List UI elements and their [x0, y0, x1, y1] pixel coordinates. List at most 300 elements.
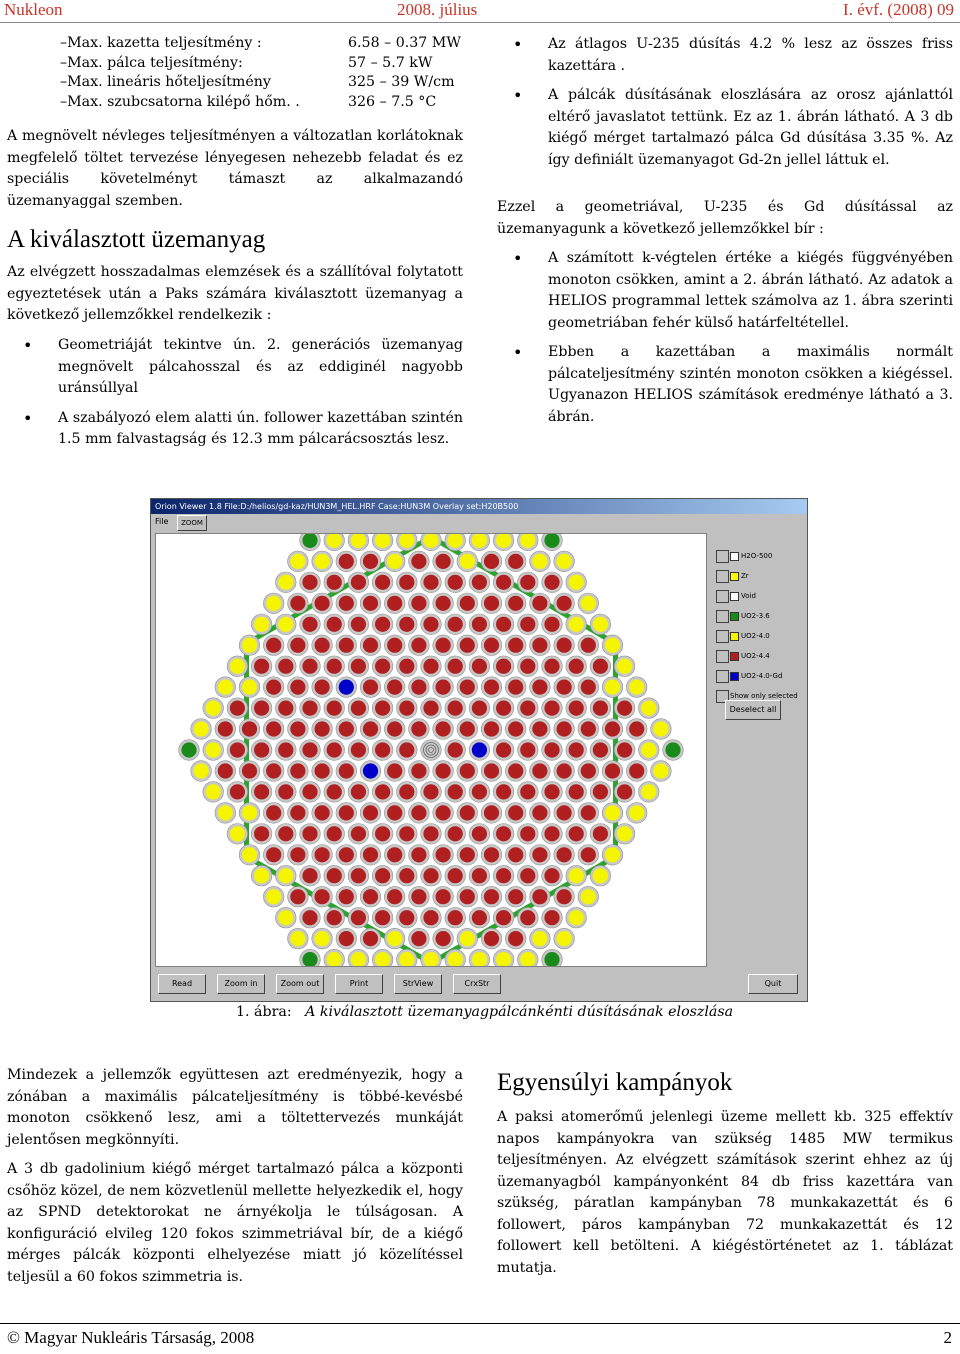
fuel-pin [411, 931, 426, 946]
fuel-pin [266, 596, 281, 611]
fuel-pin [290, 805, 305, 820]
fuel-pin [194, 763, 209, 778]
fuel-pin [520, 659, 535, 674]
fuel-pin [605, 763, 620, 778]
fuel-pin [411, 889, 426, 904]
fuel-pin [581, 763, 596, 778]
fuel-pin [472, 868, 487, 883]
fuel-pin [315, 763, 330, 778]
fuel-pin [266, 721, 281, 736]
fuel-pin [351, 742, 366, 757]
spec-list [60, 34, 461, 112]
fuel-pin [544, 784, 559, 799]
fuel-pin [278, 742, 293, 757]
spec-row [60, 73, 455, 93]
fuel-pin [557, 680, 572, 695]
assembly-plot [155, 533, 707, 967]
fuel-pin [581, 889, 596, 904]
fuel-pin [254, 868, 269, 883]
fuel-pin [460, 554, 475, 569]
fuel-pin [375, 910, 390, 925]
fuel-pin [327, 701, 342, 716]
fuel-pin [411, 554, 426, 569]
fuel-pin [544, 575, 559, 590]
fuel-pin [278, 910, 293, 925]
spec-row [60, 93, 437, 113]
fuel-pin [520, 868, 535, 883]
legend-label: Show only selected [730, 692, 798, 700]
right-bullet-list-2 [497, 248, 953, 436]
fuel-pin [387, 554, 402, 569]
paragraph: Mindezek a jellemzők együttesen azt eredményezik, hogy a zónában a maximális pálcateljesítmény is többé-kevésbé monoton csökkenő lesz, ami a töltettervezés munkáját jelentősen megkönnyíti. [7, 1067, 463, 1148]
fuel-pin [327, 910, 342, 925]
fuel-pin [617, 742, 632, 757]
section-title-fuel: A kiválasztott üzemanyag [7, 226, 266, 253]
fuel-pin [557, 763, 572, 778]
fuel-pin [339, 680, 354, 695]
fuel-pin [423, 784, 438, 799]
fuel-pin [315, 596, 330, 611]
fuel-pin [327, 784, 342, 799]
fuel-pin [399, 575, 414, 590]
fuel-pin [544, 742, 559, 757]
fuel-pin [278, 617, 293, 632]
fuel-pin [557, 889, 572, 904]
fuel-pin [484, 680, 499, 695]
fuel-pin [327, 868, 342, 883]
fuel-pin [363, 596, 378, 611]
fuel-pin [315, 847, 330, 862]
legend-label: UO2-4.0 [741, 632, 770, 640]
fuel-pin [387, 847, 402, 862]
fuel-pin [641, 784, 656, 799]
fuel-pin [254, 701, 269, 716]
swatch-icon [730, 652, 739, 661]
fuel-pin [230, 659, 245, 674]
fuel-pin [339, 889, 354, 904]
fuel-pin [302, 910, 317, 925]
fuel-pin [520, 617, 535, 632]
fuel-pin [484, 763, 499, 778]
fuel-pin [520, 742, 535, 757]
fuel-pin [581, 596, 596, 611]
fuel-pin [363, 805, 378, 820]
fuel-pin [653, 721, 668, 736]
fuel-pin [254, 742, 269, 757]
fuel-pin [436, 680, 451, 695]
fuel-pin [290, 721, 305, 736]
fuel-pin [218, 763, 233, 778]
fuel-pin [448, 701, 463, 716]
legend-label: UO2-3.6 [741, 612, 770, 620]
window-title: Orion Viewer 1.8 File:D:/helios/gd-kaz/HUN3M_HEL.HRF Case:HUN3M Overlay set:H20B500 [151, 499, 807, 514]
fuel-pin [266, 763, 281, 778]
fuel-pin [363, 680, 378, 695]
fuel-pin [569, 742, 584, 757]
menu-zoom[interactable]: ZOOM [177, 515, 207, 531]
fuel-pin [315, 805, 330, 820]
swatch-icon [730, 552, 739, 561]
fuel-pin [448, 659, 463, 674]
right-paragraph-1: Ezzel a geometriával, U-235 és Gd dúsítással az üzemanyagunk a következő jellemzőkkel bír : [497, 199, 953, 237]
fuel-pin [375, 826, 390, 841]
fuel-pin [290, 931, 305, 946]
fuel-pin [387, 805, 402, 820]
orion-viewer-window [150, 498, 808, 1002]
fuel-pin [339, 638, 354, 653]
caption-number: 1. ábra: [236, 1004, 292, 1020]
fuel-pin [242, 847, 257, 862]
fuel-pin [460, 931, 475, 946]
fuel-pin [436, 805, 451, 820]
fuel-pin [605, 638, 620, 653]
fuel-pin [278, 826, 293, 841]
fuel-pin [605, 680, 620, 695]
fuel-pin [387, 763, 402, 778]
fuel-pin [448, 910, 463, 925]
fuel-pin [290, 596, 305, 611]
fuel-pin [544, 868, 559, 883]
swatch-icon [730, 572, 739, 581]
fuel-pin [593, 742, 608, 757]
fuel-pin [327, 617, 342, 632]
fuel-pin [629, 763, 644, 778]
fuel-pin [302, 575, 317, 590]
fuel-pin [411, 805, 426, 820]
fuel-pin [399, 742, 414, 757]
legend-label: UO2-4.0-Gd [741, 672, 783, 680]
fuel-pin [520, 910, 535, 925]
paragraph: A 3 db gadolinium kiégő mérget tartalmazó pálca a központi csőhöz közel, de nem közvetlenül mellette helyezkedik el, hogy az SPND detektorokat ne árnyékolja le túlságosan. A konfiguráció elvileg 120 fokos szimmetriával bír, de a kiégő mérges pálcák központi elhelyezése miatt jó közelítéssel teljesül a 60 fokos szimmetria is. [7, 1161, 463, 1285]
fuel-pin [399, 701, 414, 716]
left-bullet-list [7, 335, 463, 459]
fuel-pin [423, 617, 438, 632]
fuel-pin [302, 701, 317, 716]
fuel-pin [242, 763, 257, 778]
fuel-pin [448, 742, 463, 757]
fuel-pin [472, 575, 487, 590]
fuel-pin [460, 805, 475, 820]
fuel-pin [508, 680, 523, 695]
fuel-pin [460, 596, 475, 611]
fuel-pin [617, 701, 632, 716]
fuel-pin [290, 889, 305, 904]
fuel-pin [496, 701, 511, 716]
fuel-pin [460, 889, 475, 904]
fuel-pin [230, 784, 245, 799]
fuel-pin [399, 868, 414, 883]
fuel-pin [472, 617, 487, 632]
fuel-pin [302, 659, 317, 674]
fuel-pin [484, 931, 499, 946]
fuel-pin [557, 931, 572, 946]
fuel-pin [375, 784, 390, 799]
fuel-pin [520, 701, 535, 716]
fuel-pin [605, 805, 620, 820]
fuel-pin [181, 742, 196, 757]
fuel-pin [230, 742, 245, 757]
fuel-pin [544, 659, 559, 674]
quit-button[interactable]: Quit [748, 974, 798, 994]
fuel-pin [460, 638, 475, 653]
fuel-pin [520, 784, 535, 799]
fuel-pin [278, 784, 293, 799]
fuel-pin [351, 659, 366, 674]
list-item: • A számított k-végtelen értéke a kiégés függvényében monoton csökken, amint a 2. ábrán látható. Az adatok a HELIOS programmal lettek számolva az 1. ábra szerinti geometriában fehér külső határfeltétellel. [497, 248, 953, 334]
fuel-pin [315, 554, 330, 569]
fuel-pin [641, 742, 656, 757]
zoom-in-button[interactable]: Zoom in [217, 974, 265, 994]
fuel-pin [532, 805, 547, 820]
list-item: • A szabályozó elem alatti ún. follower kazettában szintén 1.5 mm falvastagság és 12.3 mm pálcarácsosztás lesz. [7, 408, 463, 451]
fuel-pin [254, 617, 269, 632]
fuel-pin [339, 931, 354, 946]
fuel-pin [315, 680, 330, 695]
fuel-pin [593, 659, 608, 674]
fuel-pin [593, 617, 608, 632]
fuel-pin [544, 910, 559, 925]
fuel-pin [484, 721, 499, 736]
fuel-pin [315, 889, 330, 904]
spec-label: –Max. lineáris hőteljesítmény [60, 74, 271, 90]
fuel-pin [460, 847, 475, 862]
fuel-pin [496, 784, 511, 799]
strview-button[interactable]: StrView [394, 974, 442, 994]
fuel-pin [472, 701, 487, 716]
spec-row [60, 54, 433, 74]
spec-value: 57 – 5.7 kW [348, 54, 433, 71]
fuel-pin [448, 826, 463, 841]
fuel-pin [436, 596, 451, 611]
checkbox-icon[interactable] [716, 650, 729, 663]
fuel-pin [581, 847, 596, 862]
fuel-pin [363, 931, 378, 946]
fuel-pin [339, 721, 354, 736]
fuel-pin [206, 784, 221, 799]
fuel-pin [375, 659, 390, 674]
fuel-pin [423, 575, 438, 590]
checkbox-icon[interactable] [716, 670, 729, 683]
checkbox-icon[interactable] [716, 570, 729, 583]
fuel-pin [375, 868, 390, 883]
checkbox-icon[interactable] [716, 550, 729, 563]
fuel-pin [448, 575, 463, 590]
fuel-pin [520, 575, 535, 590]
fuel-pin [387, 680, 402, 695]
read-button[interactable]: Read [158, 974, 206, 994]
fuel-pin [472, 910, 487, 925]
legend-label: Void [741, 592, 756, 600]
fuel-pin [496, 617, 511, 632]
fuel-pin [399, 826, 414, 841]
fuel-pin [569, 910, 584, 925]
checkbox-icon[interactable] [716, 610, 729, 623]
fuel-pin [278, 701, 293, 716]
fuel-pin [569, 617, 584, 632]
deselect-all-button[interactable]: Deselect all [725, 700, 781, 720]
fuel-pin [532, 638, 547, 653]
fuel-pin [472, 826, 487, 841]
swatch-icon [730, 632, 739, 641]
fuel-pin [399, 659, 414, 674]
bottom-left-text [7, 1065, 463, 1296]
fuel-pin [484, 805, 499, 820]
fuel-pin [472, 659, 487, 674]
fuel-pin [569, 826, 584, 841]
legend-label: UO2-4.4 [741, 652, 770, 660]
fuel-pin [327, 659, 342, 674]
legend-label: Zr [741, 572, 749, 580]
page-footer [0, 1323, 960, 1354]
list-item: • Geometriáját tekintve ún. 2. generációs üzemanyag megnövelt pálcahosszal és az eddiginél nagyobb uránsúllyal [7, 335, 463, 400]
fuel-pin [508, 805, 523, 820]
fuel-pin [242, 638, 257, 653]
issue-date: 2008. július [397, 0, 478, 19]
fuel-pin [581, 721, 596, 736]
fuel-pin [363, 847, 378, 862]
zoom-out-button[interactable]: Zoom out [276, 974, 324, 994]
fuel-pin [363, 638, 378, 653]
fuel-pin [532, 721, 547, 736]
fuel-pin [544, 826, 559, 841]
right-bullet-list-1 [497, 34, 953, 179]
fuel-pin [508, 721, 523, 736]
list-item: • A pálcák dúsításának eloszlására az orosz ajánlattól eltérő javaslatot tettünk. Ez az 1. ábrán látható. A 3 db kiégő mérget tartalmazó pálca Gd dúsítása 3.35 %. Az így definiált üzemanyagot Gd-2n jellel láttuk el. [497, 85, 953, 171]
fuel-pin [351, 868, 366, 883]
fuel-pin [302, 742, 317, 757]
fuel-pin [472, 784, 487, 799]
fuel-pin [315, 638, 330, 653]
fuel-pin [290, 763, 305, 778]
fuel-pin [218, 721, 233, 736]
fuel-pin [508, 931, 523, 946]
section-title-campaigns: Egyensúlyi kampányok [497, 1069, 733, 1096]
fuel-pin [496, 575, 511, 590]
fuel-pin [363, 554, 378, 569]
fuel-pin [351, 910, 366, 925]
fuel-pin [266, 638, 281, 653]
fuel-pin [266, 889, 281, 904]
checkbox-icon[interactable] [716, 630, 729, 643]
fuel-pin [254, 826, 269, 841]
fuel-pin [278, 575, 293, 590]
fuel-pin [399, 784, 414, 799]
fuel-pin [194, 721, 209, 736]
fuel-pin [399, 617, 414, 632]
fuel-pin [363, 763, 378, 778]
fuel-pin [496, 910, 511, 925]
fuel-pin [508, 638, 523, 653]
fuel-pin [436, 889, 451, 904]
fuel-pin [557, 721, 572, 736]
fuel-pin [266, 805, 281, 820]
fuel-pin [557, 596, 572, 611]
fuel-pin [508, 847, 523, 862]
fuel-pin [351, 826, 366, 841]
fuel-pin [399, 910, 414, 925]
fuel-pin [351, 575, 366, 590]
menu-file[interactable]: File [155, 517, 169, 526]
fuel-pin [508, 596, 523, 611]
fuel-pin [472, 742, 487, 757]
fuel-pin [242, 805, 257, 820]
spec-value: 6.58 – 0.37 MW [348, 35, 461, 51]
list-item: • Az átlagos U-235 dúsítás 4.2 % lesz az összes friss kazettára . [497, 34, 953, 77]
spec-label: –Max. kazetta teljesítmény : [60, 35, 262, 51]
fuel-pin [496, 659, 511, 674]
fuel-pin [557, 638, 572, 653]
fuel-pin [532, 889, 547, 904]
fuel-pin [266, 847, 281, 862]
fuel-pin [617, 826, 632, 841]
fuel-pin [278, 659, 293, 674]
fuel-pin [629, 805, 644, 820]
fuel-pin [448, 617, 463, 632]
fuel-pin [206, 742, 221, 757]
fuel-pin [339, 805, 354, 820]
fuel-pin [569, 575, 584, 590]
fuel-pin [436, 638, 451, 653]
fuel-pin [327, 742, 342, 757]
fuel-pin [339, 847, 354, 862]
fuel-pin [411, 680, 426, 695]
fuel-pin [315, 931, 330, 946]
left-paragraph-2: Az elvégzett hosszadalmas elemzések és a szállítóval folytatott egyeztetések után a Paks számára kiválasztott üzemanyag a következő jellemzőkkel rendelkezik : [7, 264, 463, 323]
fuel-pin [290, 638, 305, 653]
checkbox-icon[interactable] [716, 590, 729, 603]
fuel-pin [411, 721, 426, 736]
fuel-pin [411, 638, 426, 653]
fuel-pin [351, 701, 366, 716]
print-button[interactable]: Print [335, 974, 383, 994]
left-paragraph-1: A megnövelt névleges teljesítményen a változatlan korlátoknak megfelelő töltet tervezése lényegesen nehezebb feladat és ez speciális követelményt támaszt az alkalmazandó üzemanyaggal szemben. [7, 128, 463, 209]
fuel-pin [665, 742, 680, 757]
fuel-pin [290, 554, 305, 569]
fuel-pin [484, 638, 499, 653]
fuel-pin [266, 680, 281, 695]
fuel-pin [484, 596, 499, 611]
fuel-pin [375, 575, 390, 590]
fuel-pin [242, 680, 257, 695]
fuel-pin [242, 721, 257, 736]
fuel-pin [532, 847, 547, 862]
fuel-pin [605, 847, 620, 862]
fuel-pin [484, 847, 499, 862]
fuel-pin [581, 680, 596, 695]
swatch-icon [730, 592, 739, 601]
fuel-pin [387, 889, 402, 904]
fuel-pin [496, 826, 511, 841]
fuel-pin [617, 659, 632, 674]
fuel-pin [375, 617, 390, 632]
fuel-pin [557, 847, 572, 862]
fuel-pin [423, 826, 438, 841]
journal-name: Nukleon [4, 0, 63, 19]
fuel-pin [315, 721, 330, 736]
spec-label: –Max. szubcsatorna kilépő hőm. . [60, 93, 300, 110]
fuel-pin [436, 554, 451, 569]
fuel-pin [230, 826, 245, 841]
fuel-pin [484, 554, 499, 569]
fuel-pin [641, 701, 656, 716]
crxstr-button[interactable]: CrxStr [453, 974, 501, 994]
fuel-pin [302, 826, 317, 841]
fuel-pin [460, 763, 475, 778]
fuel-pin [436, 721, 451, 736]
fuel-pin [557, 805, 572, 820]
spec-row [60, 34, 461, 54]
fuel-pin [532, 680, 547, 695]
